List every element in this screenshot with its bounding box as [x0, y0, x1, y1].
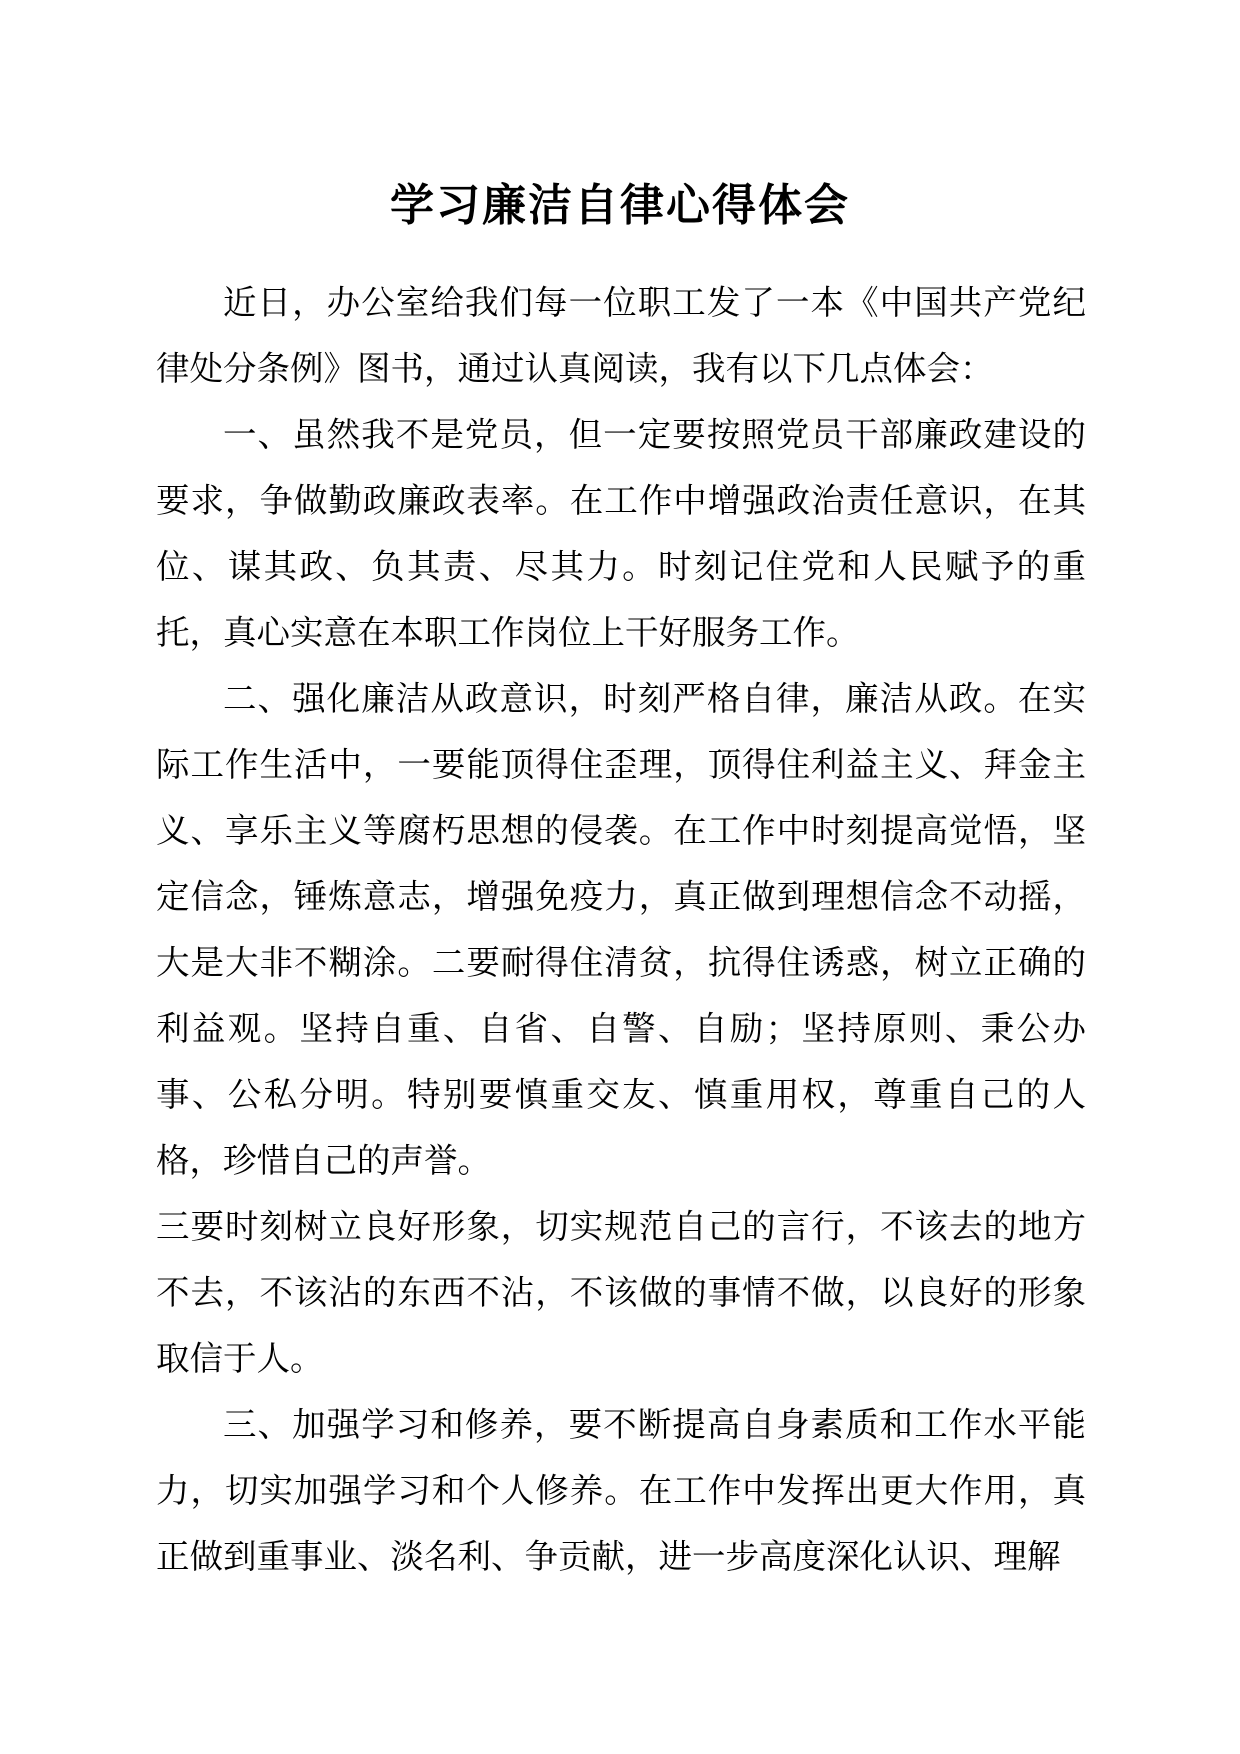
paragraph-point-two: 二、强化廉洁从政意识，时刻严格自律，廉洁从政。在实际工作生活中，一要能顶得住歪理，顶得住利益主义、拜金主义、享乐主义等腐朽思想的侵袭。在工作中时刻提高觉悟，坚定信念，锤炼意志，增强免疫力，真正做到理想信念不动摇，大是大非不糊涂。二要耐得住清贫，抗得住诱惑，树立正确的利益观。坚持自重、自省、自警、自励；坚持原则、秉公办事、公私分明。特别要慎重交友、慎重用权，尊重自己的人格，珍惜自己的声誉。	[156, 679, 1086, 1180]
paragraph-point-two-continued: 三要时刻树立良好形象，切实规范自己的言行，不该去的地方不去，不该沾的东西不沾，不该做的事情不做，以良好的形象取信于人。	[156, 1207, 1086, 1378]
paragraph-point-one: 一、虽然我不是党员，但一定要按照党员干部廉政建设的要求，争做勤政廉政表率。在工作中增强政治责任意识，在其位、谋其政、负其责、尽其力。时刻记住党和人民赋予的重托，真心实意在本职工作岗位上干好服务工作。	[156, 415, 1086, 652]
paragraph-point-three: 三、加强学习和修养，要不断提高自身素质和工作水平能力，切实加强学习和个人修养。在工作中发挥出更大作用，真正做到重事业、淡名利、争贡献，进一步高度深化认识、理解	[156, 1405, 1086, 1576]
document-body	[156, 270, 1086, 1590]
paragraph-intro: 近日，办公室给我们每一位职工发了一本《中国共产党纪律处分条例》图书，通过认真阅读，我有以下几点体会：	[156, 283, 1086, 388]
document-title: 学习廉洁自律心得体会	[390, 180, 850, 231]
